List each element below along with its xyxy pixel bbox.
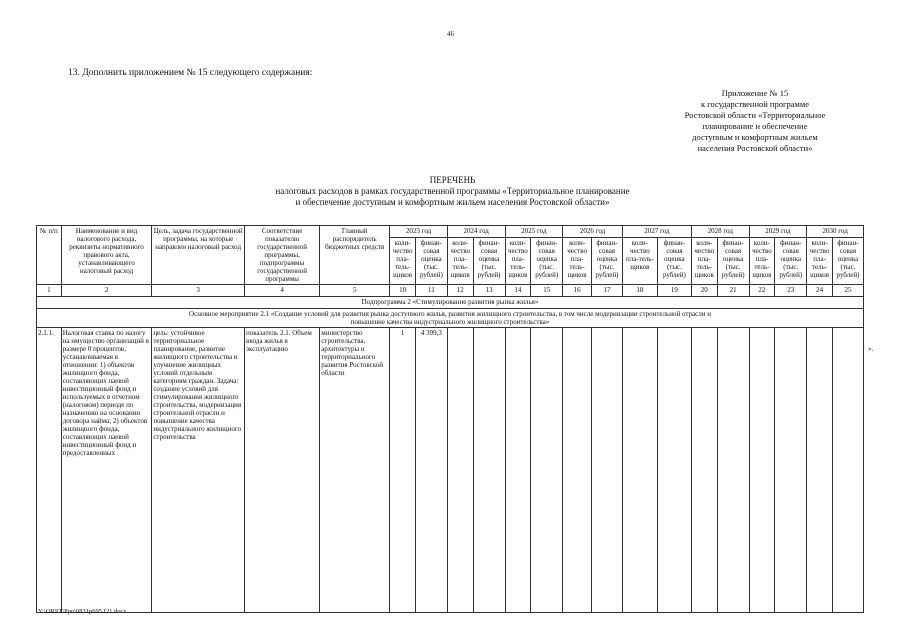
header-fin: финан-совая оценка (тыс. рублей) <box>473 238 505 285</box>
header-year: 2030 год <box>807 226 864 238</box>
appendix-line: планирование и обеспечение <box>702 121 808 131</box>
appendix-block <box>630 88 880 154</box>
measure-row: Основное мероприятие 2.1 «Создание условий для развития рынка доступного жилья, развития жилищного строительства, в том числе модернизации строительной отрасли и повышение качества индустриального жилищного строительства» <box>37 309 864 328</box>
title-heading: ПЕРЕЧЕНЬ <box>429 175 476 185</box>
col-number: 1 <box>37 285 62 297</box>
tax-expenditure-table <box>36 225 864 613</box>
appendix-line: Ростовской области «Территориальное <box>684 110 826 120</box>
header-fin: финан-совая оценка (тыс. рублей) <box>657 238 691 285</box>
col-number: 4 <box>245 285 320 297</box>
col-number: 21 <box>717 285 749 297</box>
header-fin: финан-совая оценка (тыс. рублей) <box>531 238 563 285</box>
col-number: 24 <box>807 285 833 297</box>
header-qty: коли-чество пла-тель-щиков <box>691 238 717 285</box>
header-year: 2026 год <box>563 226 623 238</box>
header-fin: финан-совая оценка (тыс. рублей) <box>415 238 447 285</box>
col-number: 12 <box>447 285 473 297</box>
header-qty: коли-чество пла-тель-щиков <box>807 238 833 285</box>
col-number: 15 <box>531 285 563 297</box>
file-path-footer: Y:\ORST\Ppo\0831p695.f21.docx <box>38 608 127 615</box>
col-number: 22 <box>749 285 775 297</box>
row-cell-empty <box>807 328 833 613</box>
col-number: 13 <box>473 285 505 297</box>
row-qty-2023: 1 <box>390 328 416 613</box>
header-fin: финан-совая оценка (тыс. рублей) <box>832 238 863 285</box>
row-cell-empty <box>691 328 717 613</box>
header-year: 2029 год <box>749 226 807 238</box>
header-indicator: Соответствие показателю государственной программы, подпрограммы государственной программы <box>245 226 320 285</box>
col-number: 23 <box>775 285 807 297</box>
row-name: Налоговая ставка по налогу на имущество организаций в размере 0 процентов, устанавливаемая в отношении: 1) объектов жилищного фонда, составляющих паевой инвестиционный фонд и используемых в отчетном (налоговом) периоде по назначению на основании договора найма; 2) объектов жилищного фонда, составляющих паевой инвестиционный фонд и предоставленных <box>61 328 152 613</box>
header-year: 2023 год <box>390 226 448 238</box>
header-qty: коли-чество пла-тель-щиков <box>563 238 592 285</box>
col-number: 2 <box>61 285 152 297</box>
header-year: 2025 год <box>505 226 563 238</box>
row-cell-empty <box>473 328 505 613</box>
col-number: 10 <box>390 285 416 297</box>
header-name: Наименование и вид налогового расхода, реквизиты нормативного правового акта, устанавливающего налоговый расход <box>61 226 152 285</box>
subprogram-row: Подпрограмма 2 «Стимулирование развития рынка жилья» <box>37 297 864 309</box>
row-fin-2023: 4 399,3 <box>415 328 447 613</box>
row-cell-empty <box>592 328 623 613</box>
document-title <box>120 175 785 208</box>
page-number: 46 <box>447 30 454 38</box>
row-cell-empty <box>775 328 807 613</box>
col-number: 19 <box>657 285 691 297</box>
col-number: 20 <box>691 285 717 297</box>
header-num: № п/п <box>37 226 62 285</box>
col-number: 5 <box>320 285 390 297</box>
row-cell-empty <box>622 328 657 613</box>
col-number: 16 <box>563 285 592 297</box>
header-qty: коли-чество пла-тель-щиков <box>447 238 473 285</box>
header-year: 2024 год <box>447 226 505 238</box>
col-number: 14 <box>505 285 531 297</box>
header-goal: Цель, задача государственной программы, на которые направлен налоговый расход <box>152 226 245 285</box>
appendix-line: Приложение № 15 <box>721 88 789 98</box>
row-indicator: показатель 2.1. Объем ввода жилья в эксплуатацию <box>245 328 320 613</box>
row-num: 2.1.1. <box>37 328 62 613</box>
row-cell-empty <box>563 328 592 613</box>
row-cell-empty <box>832 328 863 613</box>
intro-text: 13. Дополнить приложением № 15 следующего содержания: <box>68 68 313 78</box>
header-qty: коли-чество пла-тель-щиков <box>505 238 531 285</box>
row-goal: цель: устойчивое территориальное планирование, развитие жилищного строительства и улучшение жилищных условий отдельным категориям граждан. Задача: создание условий для стимулирования жилищного строительства, модернизация строительной отрасли и повышение качества индустриального жилищного строительства <box>152 328 245 613</box>
header-year: 2027 год <box>622 226 691 238</box>
appendix-line: населения Ростовской области» <box>697 143 813 153</box>
row-cell-empty <box>657 328 691 613</box>
header-qty: коли-чество пла-тель-щиков <box>749 238 775 285</box>
header-qty: коли-чество пла-тель-щиков <box>390 238 416 285</box>
header-fin: финан-совая оценка (тыс. рублей) <box>717 238 749 285</box>
title-line-2: и обеспечение доступным и комфортным жильем населения Ростовской области» <box>295 197 610 207</box>
row-cell-empty <box>717 328 749 613</box>
col-number: 11 <box>415 285 447 297</box>
col-number: 18 <box>622 285 657 297</box>
header-year: 2028 год <box>691 226 749 238</box>
col-number: 17 <box>592 285 623 297</box>
appendix-line: к государственной программе <box>700 99 810 109</box>
row-cell-empty <box>749 328 775 613</box>
header-fin: финан-совая оценка (тыс. рублей) <box>592 238 623 285</box>
header-admin: Главный распорядитель бюджетных средств <box>320 226 390 285</box>
row-cell-empty <box>447 328 473 613</box>
col-number: 25 <box>832 285 863 297</box>
row-cell-empty <box>505 328 531 613</box>
header-fin: финан-совая оценка (тыс. рублей) <box>775 238 807 285</box>
title-line-1: налоговых расходов в рамках государственной программы «Территориальное планирование <box>275 186 630 196</box>
row-cell-empty <box>531 328 563 613</box>
row-admin: министерство строительства, архитектуры и территориального развития Ростовской области <box>320 328 390 613</box>
closing-quote-mark: ». <box>868 345 874 353</box>
col-number: 3 <box>152 285 245 297</box>
appendix-line: доступным и комфортным жильем <box>692 132 818 142</box>
header-qty: коли-чество пла-тель-щиков <box>622 238 657 285</box>
